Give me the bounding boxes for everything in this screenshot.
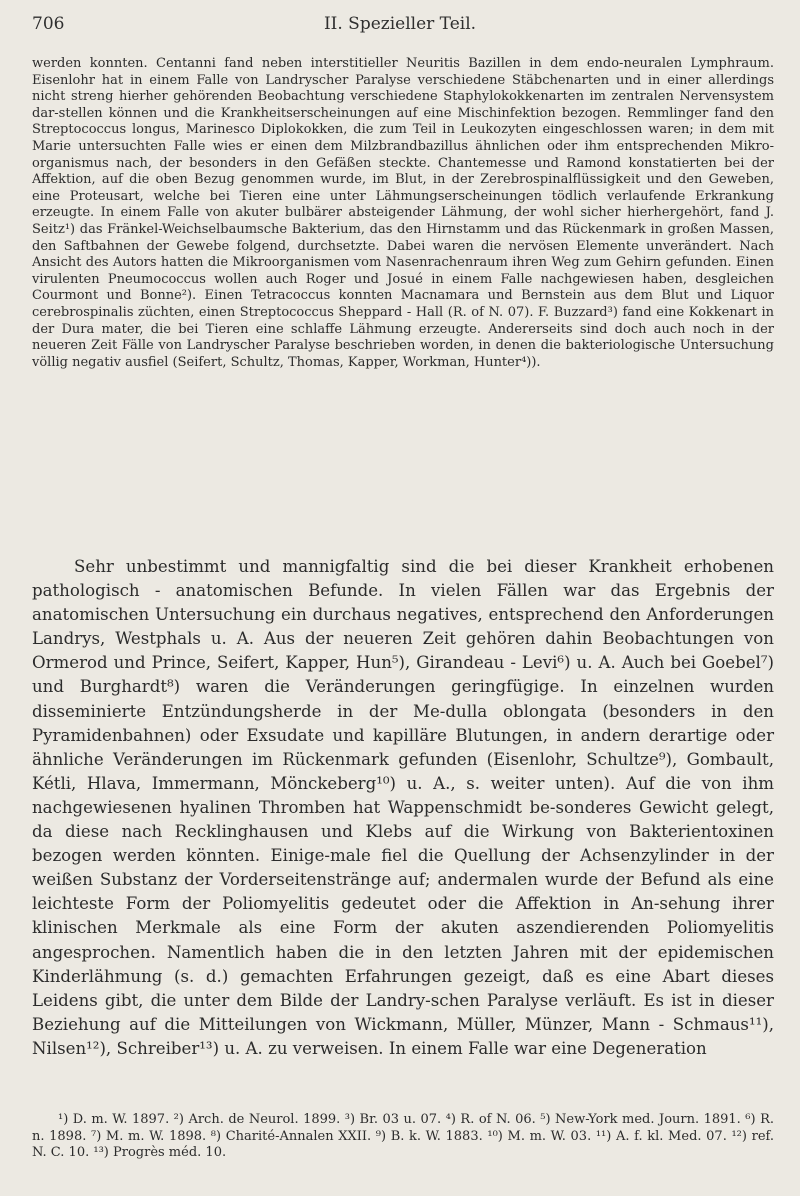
running-header <box>28 14 772 40</box>
page-number: 706 <box>32 14 65 34</box>
running-title: II. Spezieller Teil. <box>323 14 477 34</box>
main-paragraph: Sehr unbestimmt und mannigfaltig sind die bei dieser Krankheit erhobenen pathologisch - anatomischen Befunde. In vielen Fällen war das Ergebnis der anatomischen Untersuchung ein durchaus negatives, entsprechend den Anforderungen Landrys, Westphals u. A. Aus der neueren Zeit gehören dahin Beobachtungen von Ormerod und Prince, Seifert, Kapper, Hun⁵), Girandeau - Levi⁶) u. A. Auch bei Goebel⁷) und Burghardt⁸) waren die Veränderungen geringfügige. In einzelnen wurden disseminierte Entzündungsherde in der Me-dulla oblongata (besonders in den Pyramidenbahnen) oder Exsudate und kapilläre Blutungen, in andern derartige oder ähnliche Veränderungen im Rückenmark gefunden (Eisenlohr, Schultze⁹), Gombault, Kétli, Hlava, Immermann, Mönckeberg¹⁰) u. A., s. weiter unten). Auf die von ihm nachgewiesenen hyalinen Thromben hat Wappenschmidt be-sonderes Gewicht gelegt, da diese nach Recklinghausen und Klebs auf die Wirkung von Bakterientoxinen bezogen werden könnten. Einige-male fiel die Quellung der Achsenzylinder in der weißen Substanz der Vorderseitenstränge auf; andermalen wurde der Befund als eine leichteste Form der Poliomyelitis gedeutet oder die Affektion in An-sehung ihrer klinischen Merkmale als eine Form der akuten aszendierenden Poliomyelitis angesprochen. Namentlich haben die in den letzten Jahren mit der epidemischen Kinderlähmung (s. d.) gemachten Erfahrungen gezeigt, daß es eine Abart dieses Leidens gibt, die unter dem Bilde der Landry-schen Paralyse verläuft. Es ist in dieser Beziehung auf die Mitteilungen von Wickmann, Müller, Münzer, Mann - Schmaus¹¹), Nilsen¹²), Schreiber¹³) u. A. zu verweisen. In einem Falle war eine Degeneration <box>32 557 774 1058</box>
footnotes: ¹) D. m. W. 1897. ²) Arch. de Neurol. 1899. ³) Br. 03 u. 07. ⁴) R. of N. 06. ⁵) New-York med. Journ. 1891. ⁶) R. n. 1898. ⁷) M. m. W. 1898. ⁸) Charité-Annalen XXII. ⁹) B. k. W. 1883. ¹⁰) M. m. W. 03. ¹¹) A. f. kl. Med. 07. ¹²) ref. N. C. 10. ¹³) Progrès méd. 10. <box>32 1112 774 1161</box>
small-print-paragraph: werden konnten. Centanni fand neben interstitieller Neuritis Bazillen in dem endo-neuralen Lymphraum. Eisenlohr hat in einem Falle von Landryscher Paralyse verschiedene Stäbchenarten und in einer allerdings nicht streng hierher gehörenden Beobachtung verschiedene Staphylokokkenarten im zentralen Nervensystem dar-stellen können und die Krankheitserscheinungen auf eine Mischinfektion bezogen. Remmlinger fand den Streptococcus longus, Marinesco Diplokokken, die zum Teil in Leukozyten eingeschlossen waren; in dem mit Marie untersuchten Falle wies er einen dem Milzbrandbazillus ähnlichen oder ihm entsprechenden Mikro-organismus nach, der besonders in den Gefäßen steckte. Chantemesse und Ramond konstatierten bei der Affektion, auf die oben Bezug genommen wurde, im Blut, in der Zerebrospinalflüssigkeit und den Geweben, eine Proteusart, welche bei Tieren eine unter Lähmungserscheinungen tödlich verlaufende Erkrankung erzeugte. In einem Falle von akuter bulbärer absteigender Lähmung, der wohl sicher hierhergehört, fand J. Seitz¹) das Fränkel-Weichselbaumsche Bakterium, das den Hirnstamm und das Rückenmark in großen Massen, den Saftbahnen der Gewebe folgend, durchsetzte. Dabei waren die nervösen Elemente unverändert. Nach Ansicht des Autors hatten die Mikroorganismen vom Nasenrachenraum ihren Weg zum Gehirn gefunden. Einen virulenten Pneumococcus wollen auch Roger und Josué in einem Falle nachgewiesen haben, desgleichen Courmont und Bonne²). Einen Tetracoccus konnten Macnamara und Bernstein aus dem Blut und Liquor cerebrospinalis züchten, einen Streptococcus Sheppard - Hall (R. of N. 07). F. Buzzard³) fand eine Kokkenart in der Dura mater, die bei Tieren eine schlaffe Lähmung erzeugte. Andererseits sind doch auch noch in der neueren Zeit Fälle von Landryscher Paralyse beschrieben worden, in denen die bakteriologische Untersuchung völlig negativ ausfiel (Seifert, Schultz, Thomas, Kapper, Workman, Hunter⁴)). <box>32 56 774 370</box>
